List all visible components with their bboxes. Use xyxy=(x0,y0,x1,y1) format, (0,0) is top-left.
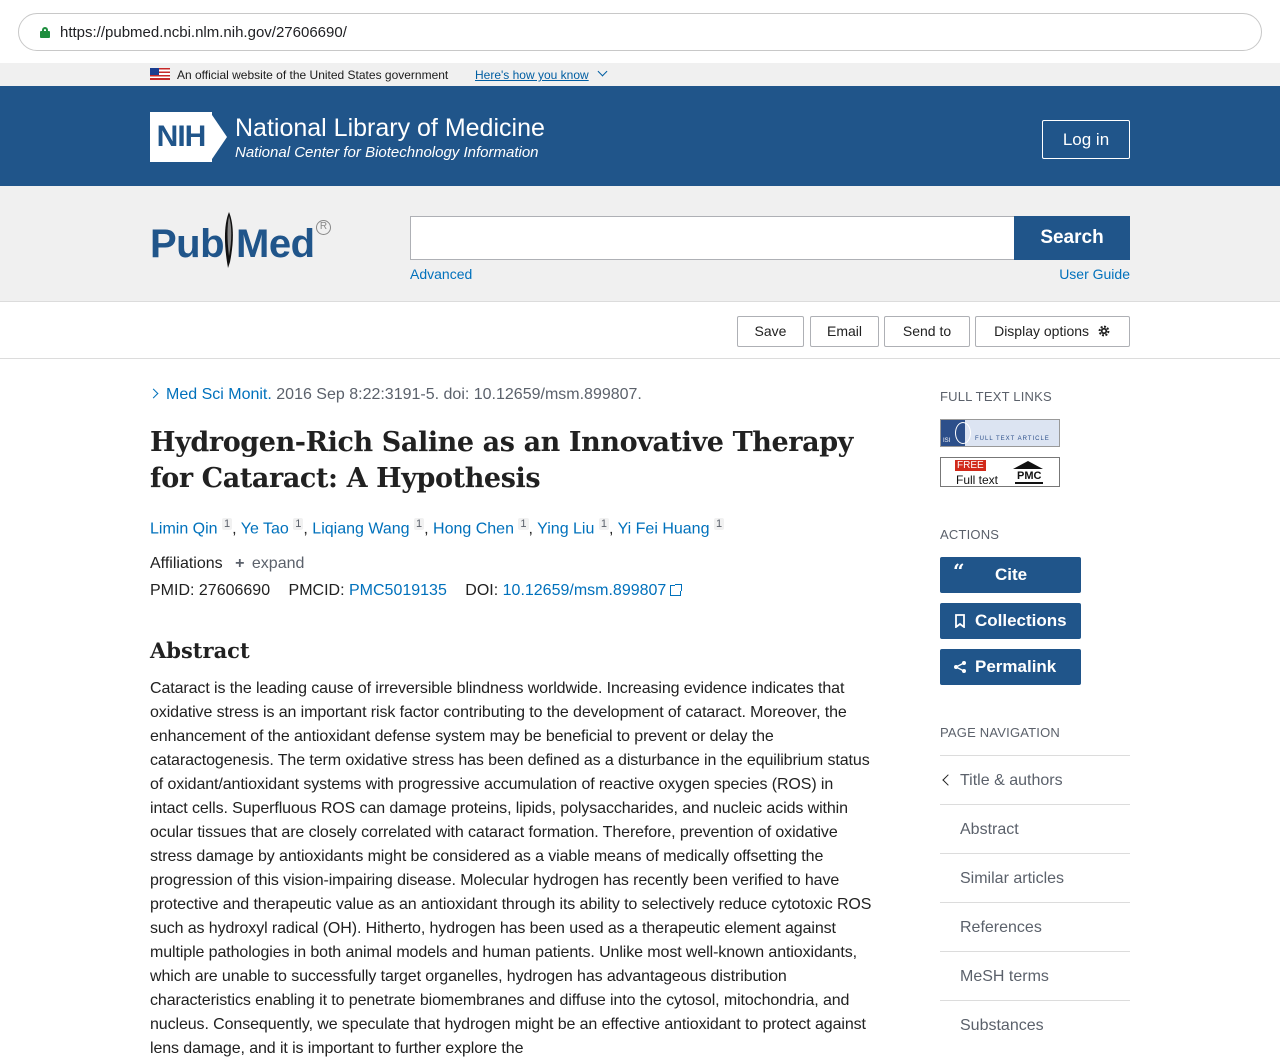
pmc-logo-text: PMC xyxy=(1017,470,1042,482)
author-link[interactable]: Ying Liu xyxy=(537,520,595,538)
actions-heading: ACTIONS xyxy=(940,527,1000,542)
cite-button[interactable] xyxy=(940,557,1081,593)
advanced-search-link[interactable]: Advanced xyxy=(410,266,473,282)
bookmark-icon xyxy=(953,614,967,628)
isi-link-text: FULL TEXT ARTICLE xyxy=(975,436,1050,442)
citation-details: 2016 Sep 8:22:3191-5. doi: 10.12659/msm.899807. xyxy=(276,386,642,403)
address-bar[interactable] xyxy=(18,13,1262,51)
gear-icon xyxy=(1097,324,1111,338)
nav-item-abstract[interactable] xyxy=(940,804,1130,853)
nav-item-similar-articles[interactable] xyxy=(940,853,1130,902)
save-button[interactable]: Save xyxy=(737,316,804,347)
nav-item-references[interactable] xyxy=(940,902,1130,951)
search-input[interactable] xyxy=(410,216,1015,260)
quill-icon xyxy=(222,212,236,268)
author-link[interactable]: Yi Fei Huang xyxy=(617,520,710,538)
affiliation-ref[interactable]: 1 xyxy=(520,518,527,530)
pmid-label: PMID: xyxy=(150,582,195,599)
user-guide-link[interactable]: User Guide xyxy=(1059,266,1130,282)
citation-line xyxy=(150,386,642,404)
permalink-label: Permalink xyxy=(975,657,1057,676)
chevron-left-icon xyxy=(942,774,953,785)
pmc-free-full-text-link[interactable] xyxy=(940,457,1060,487)
pmcid-link[interactable]: PMC5019135 xyxy=(349,582,447,599)
free-badge: FREE xyxy=(957,460,984,471)
collections-button[interactable] xyxy=(940,603,1081,639)
registered-mark: R xyxy=(316,220,331,235)
pubmed-logo[interactable] xyxy=(150,210,335,272)
affiliation-ref[interactable]: 1 xyxy=(295,518,302,530)
login-button[interactable]: Log in xyxy=(1042,120,1130,159)
chevron-down-icon[interactable] xyxy=(598,67,608,77)
doi-link[interactable]: 10.12659/msm.899807 xyxy=(502,582,667,599)
quote-icon: “ xyxy=(953,559,965,583)
url-text[interactable]: https://pubmed.ncbi.nlm.nih.gov/27606690/ xyxy=(60,24,347,41)
nih-logo[interactable] xyxy=(150,112,228,162)
nav-item-label: Abstract xyxy=(960,821,1019,838)
author-list: Limin Qin $^1$ , Ye Tao $^1$ , Liqiang Wang $^1$ , Hong Chen $^1$ , Ying Liu $^1$ , Yi Fei Huang $^1$ xyxy=(150,518,723,538)
search-button[interactable]: Search xyxy=(1014,216,1130,260)
send-to-button[interactable]: Send to xyxy=(884,316,970,347)
nav-item-label: References xyxy=(960,919,1042,936)
ncbi-subtitle: National Center for Biotechnology Information xyxy=(235,144,539,161)
display-options-label: Display options xyxy=(994,323,1090,339)
nav-item-title-authors[interactable] xyxy=(940,755,1130,804)
expand-label: expand xyxy=(251,555,305,572)
plus-icon: + xyxy=(235,555,245,572)
isi-label: ISI xyxy=(943,438,951,444)
author-link[interactable]: Limin Qin xyxy=(150,520,218,538)
heres-how-you-know-link[interactable]: Here's how you know xyxy=(475,68,589,82)
article-toolbar xyxy=(0,303,1280,359)
nih-logo-arrow-icon xyxy=(210,112,227,162)
display-options-button[interactable] xyxy=(975,316,1130,347)
expand-affiliations-button[interactable] xyxy=(235,555,304,572)
author-link[interactable]: Hong Chen xyxy=(433,520,514,538)
nav-item-label: MeSH terms xyxy=(960,968,1049,985)
pmcid-label: PMCID: xyxy=(288,582,345,599)
email-button[interactable]: Email xyxy=(810,316,879,347)
nav-item-label: Similar articles xyxy=(960,870,1065,887)
gov-banner-text: An official website of the United States government xyxy=(177,68,449,82)
nav-item-label: Title & authors xyxy=(960,772,1063,789)
affiliation-ref[interactable]: 1 xyxy=(224,518,231,530)
page-navigation-heading: PAGE NAVIGATION xyxy=(940,725,1061,740)
full-text-links-heading: FULL TEXT LINKS xyxy=(940,389,1052,404)
affiliation-ref[interactable]: 1 xyxy=(416,518,423,530)
affiliation-ref[interactable]: 1 xyxy=(715,518,723,530)
nav-item-substances[interactable] xyxy=(940,1000,1130,1049)
search-band xyxy=(0,186,1280,302)
external-link-icon[interactable] xyxy=(670,585,681,596)
affiliations-row xyxy=(150,555,304,573)
pmc-building-icon xyxy=(1013,461,1043,469)
collections-label: Collections xyxy=(975,611,1067,630)
pubmed-logo-med: Med xyxy=(236,222,315,266)
pmid-value: 27606690 xyxy=(198,582,271,599)
gov-banner xyxy=(0,63,1280,86)
page-navigation-list xyxy=(940,755,1130,1049)
pubmed-logo-pub: Pub xyxy=(150,222,225,266)
browser-chrome xyxy=(0,0,1280,63)
share-icon xyxy=(953,660,967,674)
article-title: Hydrogen-Rich Saline as an Innovative Therapy for Cataract: A Hypothesis xyxy=(150,427,853,494)
abstract-heading: Abstract xyxy=(150,638,250,663)
permalink-button[interactable] xyxy=(940,649,1081,685)
affiliations-label: Affiliations xyxy=(150,555,223,572)
nlm-title[interactable]: National Library of Medicine xyxy=(235,114,545,142)
globe-icon xyxy=(955,422,971,444)
us-flag-icon xyxy=(150,68,170,80)
cite-label: Cite xyxy=(995,565,1028,584)
chevron-right-icon[interactable] xyxy=(149,389,159,399)
affiliation-ref[interactable]: 1 xyxy=(600,518,607,530)
identifiers-row xyxy=(150,582,681,600)
nav-item-label: Substances xyxy=(960,1017,1044,1034)
nav-item-mesh-terms[interactable] xyxy=(940,951,1130,1000)
doi-label: DOI: xyxy=(465,582,499,599)
full-text-label: Full text xyxy=(956,473,999,487)
abstract-text: Cataract is the leading cause of irreversible blindness worldwide. Increasing evidence indicates that oxidative stress is an important risk factor contributing to the development of cataract. Moreover, the enhancement of the antioxidant defense system may be beneficial to prevent or delay the cataractogenesis. The term oxidative stress has been defined as a disturbance in the equilibrium status of oxidant/antioxidant systems with progressive accumulation of reactive oxygen species (ROS) in intact cells. Superfluous ROS can damage proteins, lipids, polysaccharides, and nucleic acids within ocular tissues that are closely correlated with cataract formation. Therefore, prevention of oxidative stress damage by antioxidants might be considered as a viable means of medically offsetting the progression of this vision-impairing disease. Molecular hydrogen has recently been verified to have protective and therapeutic value as an antioxidant through its ability to selectively reduce cytotoxic ROS such as hydroxyl radical (OH). Hitherto, hydrogen has been used as a therapeutic element against multiple pathologies in both animal models and human patients. Unlike most well-known antioxidants, which are unable to successfully target organelles, hydrogen has advantageous distribution characteristics enabling it to penetrate biomembranes and diffuse into the cytosol, mitochondria, and nucleus. Consequently, we speculate that hydrogen might be an effective antioxidant to protect against lens damage, and it is important to further explore the xyxy=(150,680,872,1057)
author-link[interactable]: Ye Tao xyxy=(240,520,289,538)
author-link[interactable]: Liqiang Wang xyxy=(312,520,410,538)
lock-icon xyxy=(40,27,50,38)
nih-header xyxy=(0,86,1280,186)
nih-logo-text: NIH xyxy=(150,112,212,162)
journal-link[interactable]: Med Sci Monit. xyxy=(166,386,272,403)
isi-full-text-link[interactable] xyxy=(940,419,1060,447)
